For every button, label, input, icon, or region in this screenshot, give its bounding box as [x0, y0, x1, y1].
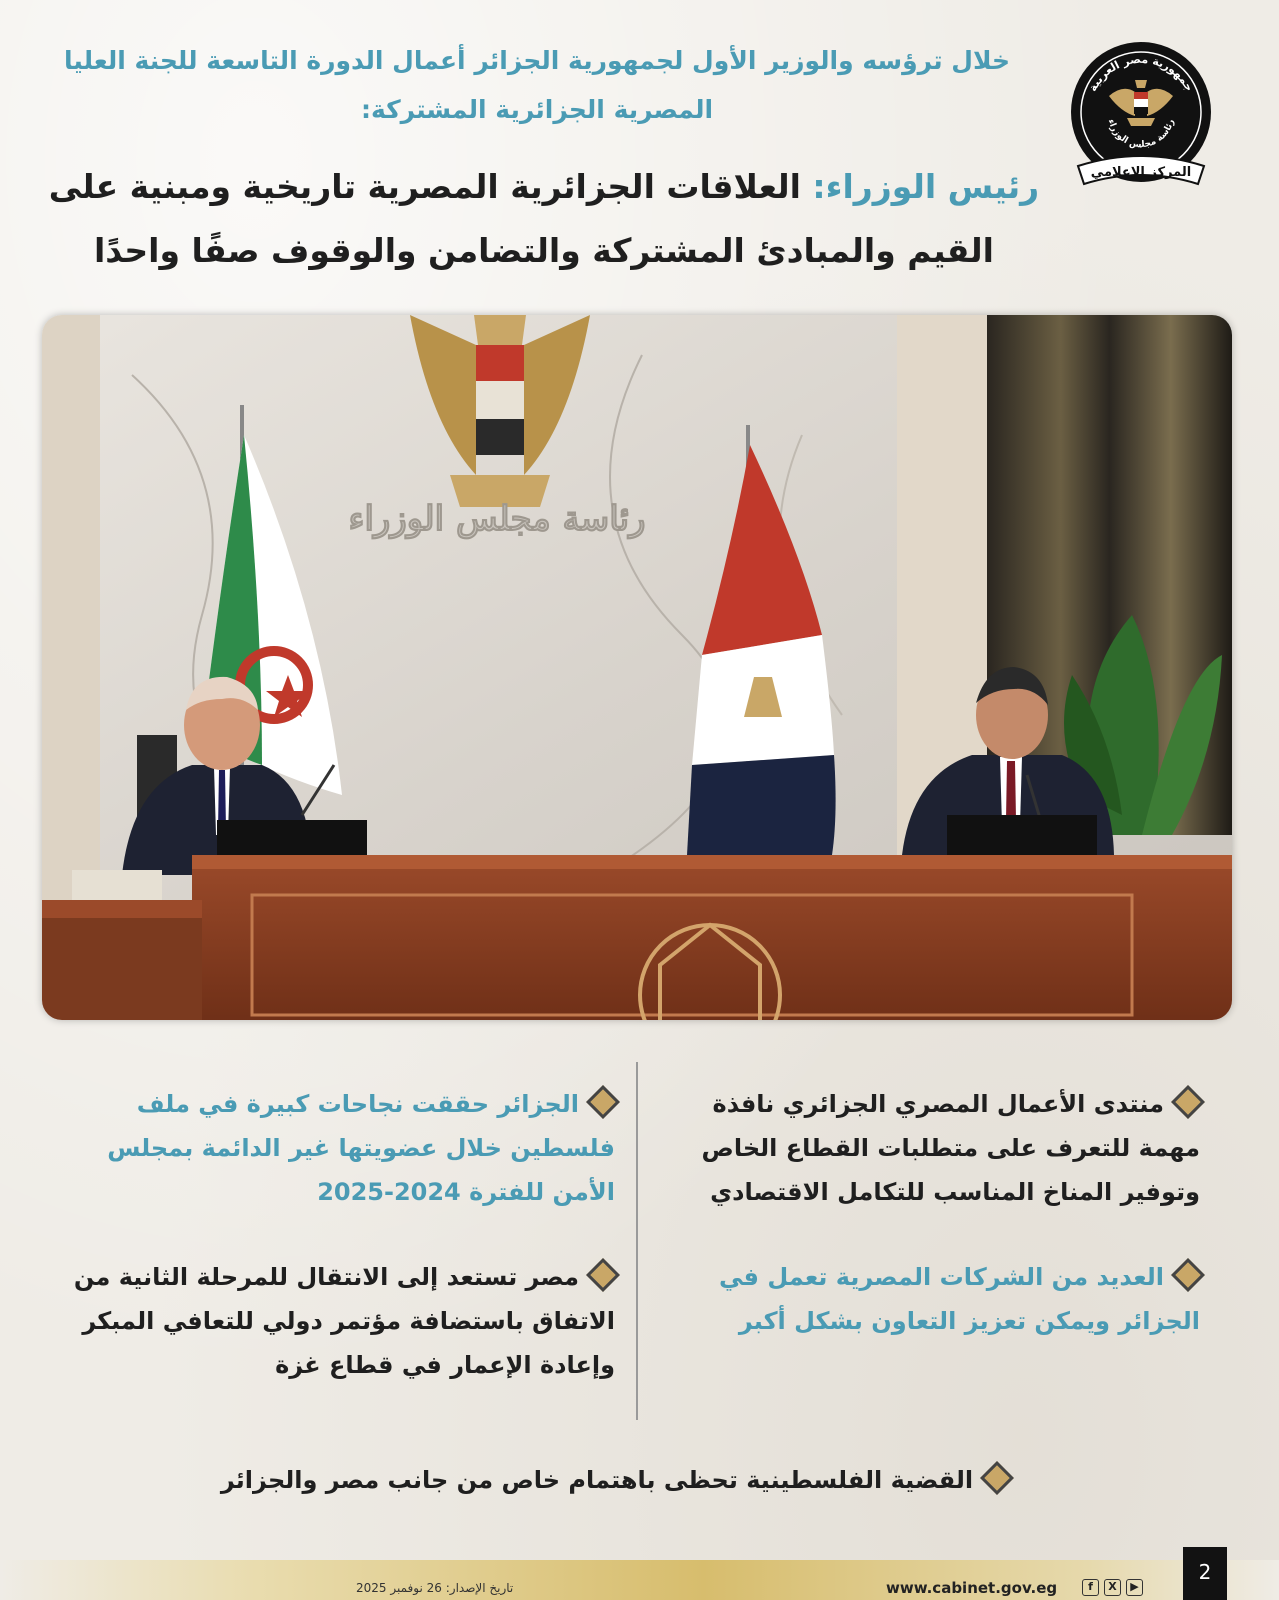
x-icon[interactable]: X	[1104, 1579, 1121, 1596]
bullet-algeria-security-council: الجزائر حققت نجاحات كبيرة في ملف فلسطين خلال عضويتها غير الدائمة بمجلس الأمن للفترة 2024-2025	[42, 1082, 615, 1214]
website-link[interactable]: www.cabinet.gov.eg	[886, 1579, 1058, 1597]
cabinet-media-center-logo	[1068, 34, 1214, 192]
svg-text:رئاسة مجلس الوزراء: رئاسة مجلس الوزراء	[1105, 118, 1177, 151]
wall-sign: رئاسة مجلس الوزراء	[348, 499, 646, 539]
facebook-icon[interactable]: f	[1082, 1579, 1099, 1596]
meeting-photo	[42, 315, 1232, 1020]
bullet-gaza-reconstruction: مصر تستعد إلى الانتقال للمرحلة الثانية من الاتفاق باستضافة مؤتمر دولي للتعافي المبكر وإعادة الإعمار في قطاع غزة	[42, 1255, 615, 1387]
headline-speaker: رئيس الوزراء:	[812, 167, 1040, 206]
diamond-bullet-icon	[1171, 1085, 1205, 1119]
youtube-icon[interactable]: ▶	[1126, 1579, 1143, 1596]
release-date: تاريخ الإصدار: 26 نوفمبر 2025	[356, 1581, 514, 1595]
page-number: 2	[1183, 1547, 1227, 1600]
diamond-bullet-icon	[586, 1085, 620, 1119]
bullet-egyptian-companies: العديد من الشركات المصرية تعمل في الجزائر ويمكن تعزيز التعاون بشكل أكبر	[670, 1255, 1200, 1343]
bullet-business-forum: منتدى الأعمال المصري الجزائري نافذة مهمة للتعرف على متطلبات القطاع الخاص وتوفير المناخ المناسب للتكامل الاقتصادي	[670, 1082, 1200, 1214]
diamond-bullet-icon	[586, 1258, 620, 1292]
svg-text:المركز الإعلامي: المركز الإعلامي	[1090, 165, 1192, 180]
headline	[39, 155, 1049, 283]
bullet-palestinian-cause: القضية الفلسطينية تحظى باهتمام خاص من جانب مصر والجزائر	[150, 1458, 1080, 1502]
column-divider	[636, 1062, 638, 1420]
svg-text:جمهورية مصر العربية: جمهورية مصر العربية	[1086, 52, 1196, 94]
diamond-bullet-icon	[980, 1461, 1014, 1495]
diamond-bullet-icon	[1171, 1258, 1205, 1292]
header-subtitle: خلال ترؤسه والوزير الأول لجمهورية الجزائر أعمال الدورة التاسعة للجنة العليا المصرية الجزائرية المشتركة:	[63, 46, 1010, 124]
headline-quote: العلاقات الجزائرية المصرية تاريخية ومبنية على القيم والمبادئ المشتركة والتضامن والوقوف صفًا واحدًا	[48, 167, 994, 270]
